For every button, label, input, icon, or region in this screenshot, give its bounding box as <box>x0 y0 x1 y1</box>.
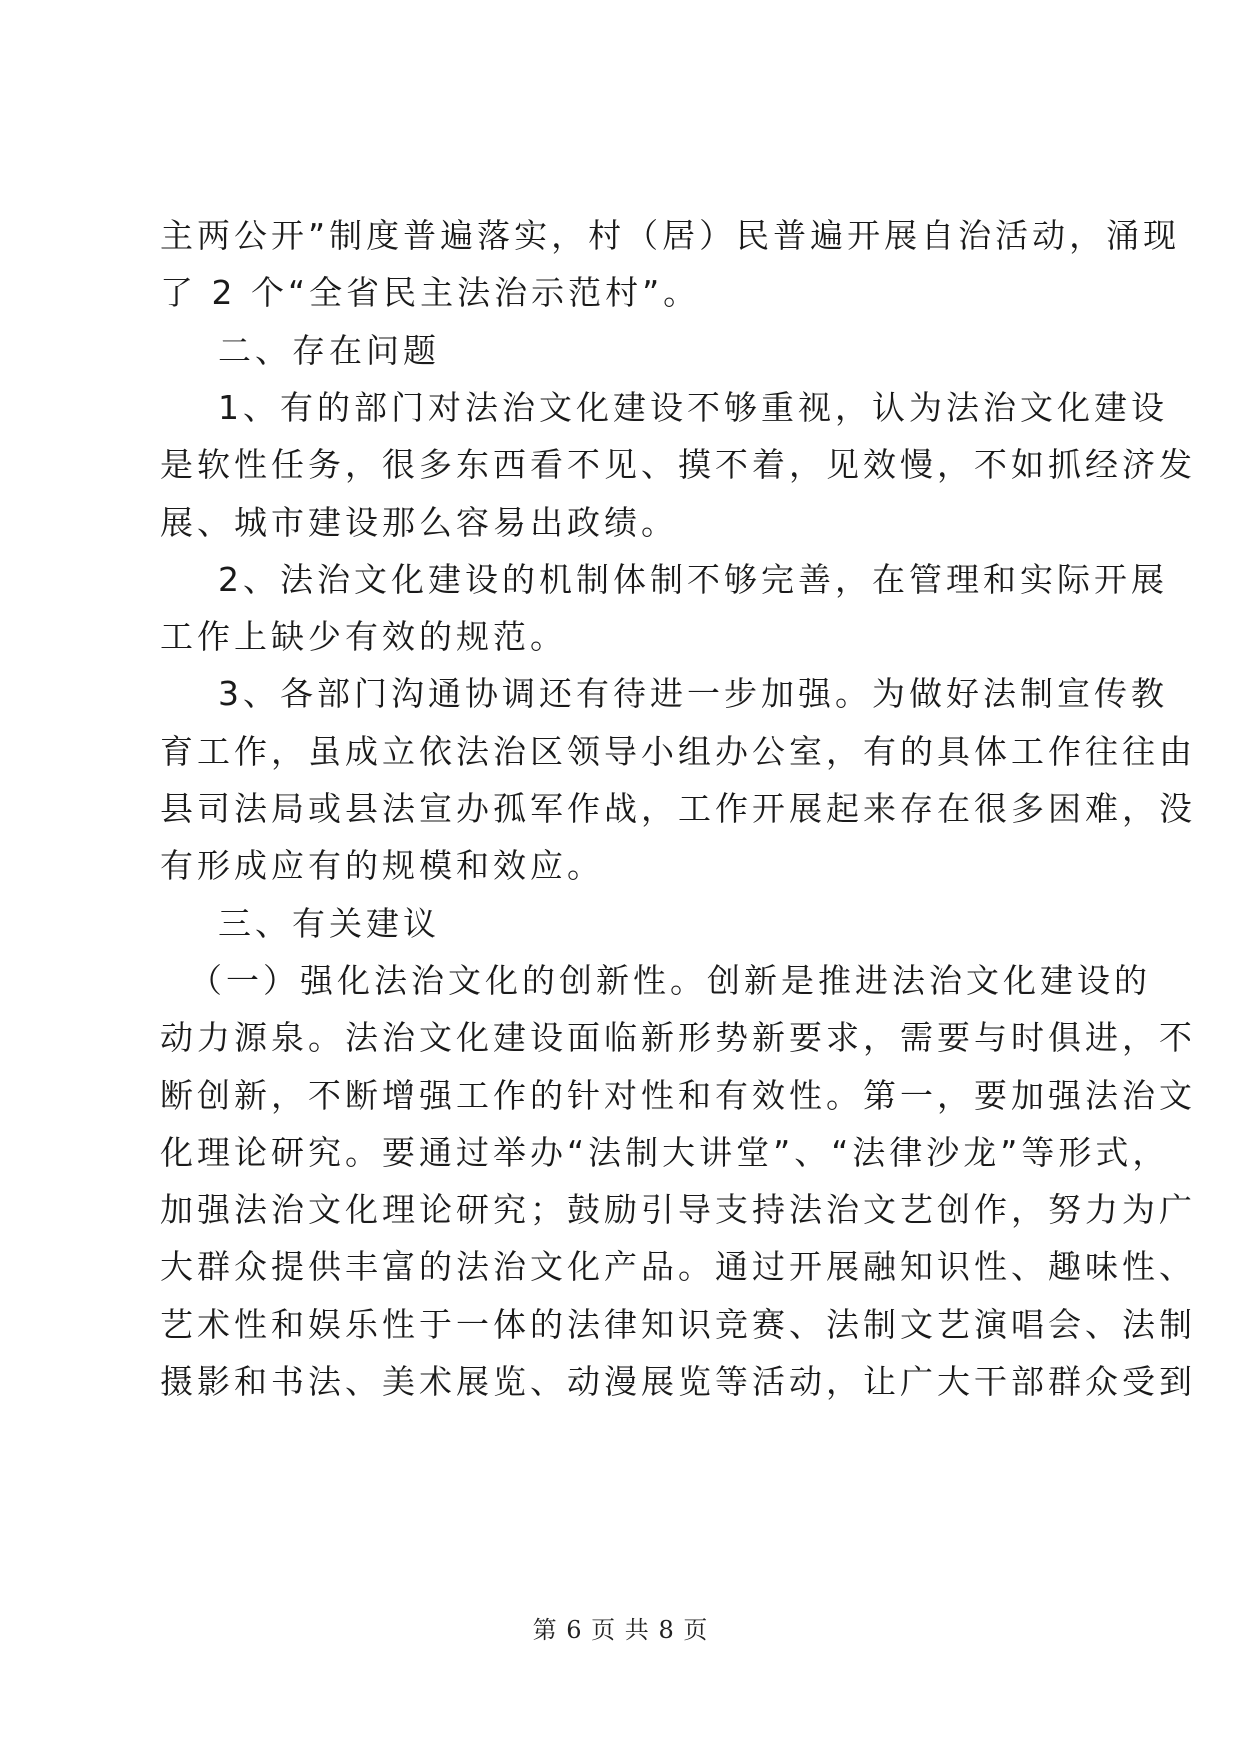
text-line: 动力源泉。法治文化建设面临新形势新要求，需要与时俱进，不 <box>160 1018 1196 1057</box>
text-line: 大群众提供丰富的法治文化产品。通过开展融知识性、趣味性、 <box>160 1247 1196 1286</box>
text-line: 1、有的部门对法治文化建设不够重视，认为法治文化建设 <box>160 388 1168 427</box>
text-line: （一）强化法治文化的创新性。创新是推进法治文化建设的 <box>160 961 1151 1000</box>
text-line: 主两公开”制度普遍落实，村（居）民普遍开展自治活动，涌现 <box>160 216 1181 255</box>
text-line: 3、各部门沟通协调还有待进一步加强。为做好法制宣传教 <box>160 674 1168 713</box>
text-line: 展、城市建设那么容易出政绩。 <box>160 503 678 542</box>
text-line: 是软性任务，很多东西看不见、摸不着，见效慢，不如抓经济发 <box>160 445 1196 484</box>
text-line: 了 2 个“全省民主法治示范村”。 <box>160 273 701 312</box>
text-line: 2、法治文化建设的机制体制不够完善，在管理和实际开展 <box>160 560 1168 599</box>
text-line: 二、存在问题 <box>160 331 440 370</box>
text-line: 化理论研究。要通过举办“法制大讲堂”、“法律沙龙”等形式， <box>160 1133 1170 1172</box>
text-line: 摄影和书法、美术展览、动漫展览等活动，让广大干部群众受到 <box>160 1362 1196 1401</box>
text-line: 断创新，不断增强工作的针对性和有效性。第一，要加强法治文 <box>160 1076 1196 1115</box>
text-line: 加强法治文化理论研究；鼓励引导支持法治文艺创作，努力为广 <box>160 1190 1196 1229</box>
text-line: 县司法局或县法宣办孤军作战，工作开展起来存在很多困难，没 <box>160 789 1196 828</box>
text-line: 育工作，虽成立依法治区领导小组办公室，有的具体工作往往由 <box>160 732 1196 771</box>
text-line: 三、有关建议 <box>160 904 440 943</box>
text-line: 有形成应有的规模和效应。 <box>160 846 604 885</box>
text-line: 艺术性和娱乐性于一体的法律知识竞赛、法制文艺演唱会、法制 <box>160 1305 1196 1344</box>
page-number-footer: 第 6 页 共 8 页 <box>532 1616 709 1644</box>
text-line: 工作上缺少有效的规范。 <box>160 617 567 656</box>
